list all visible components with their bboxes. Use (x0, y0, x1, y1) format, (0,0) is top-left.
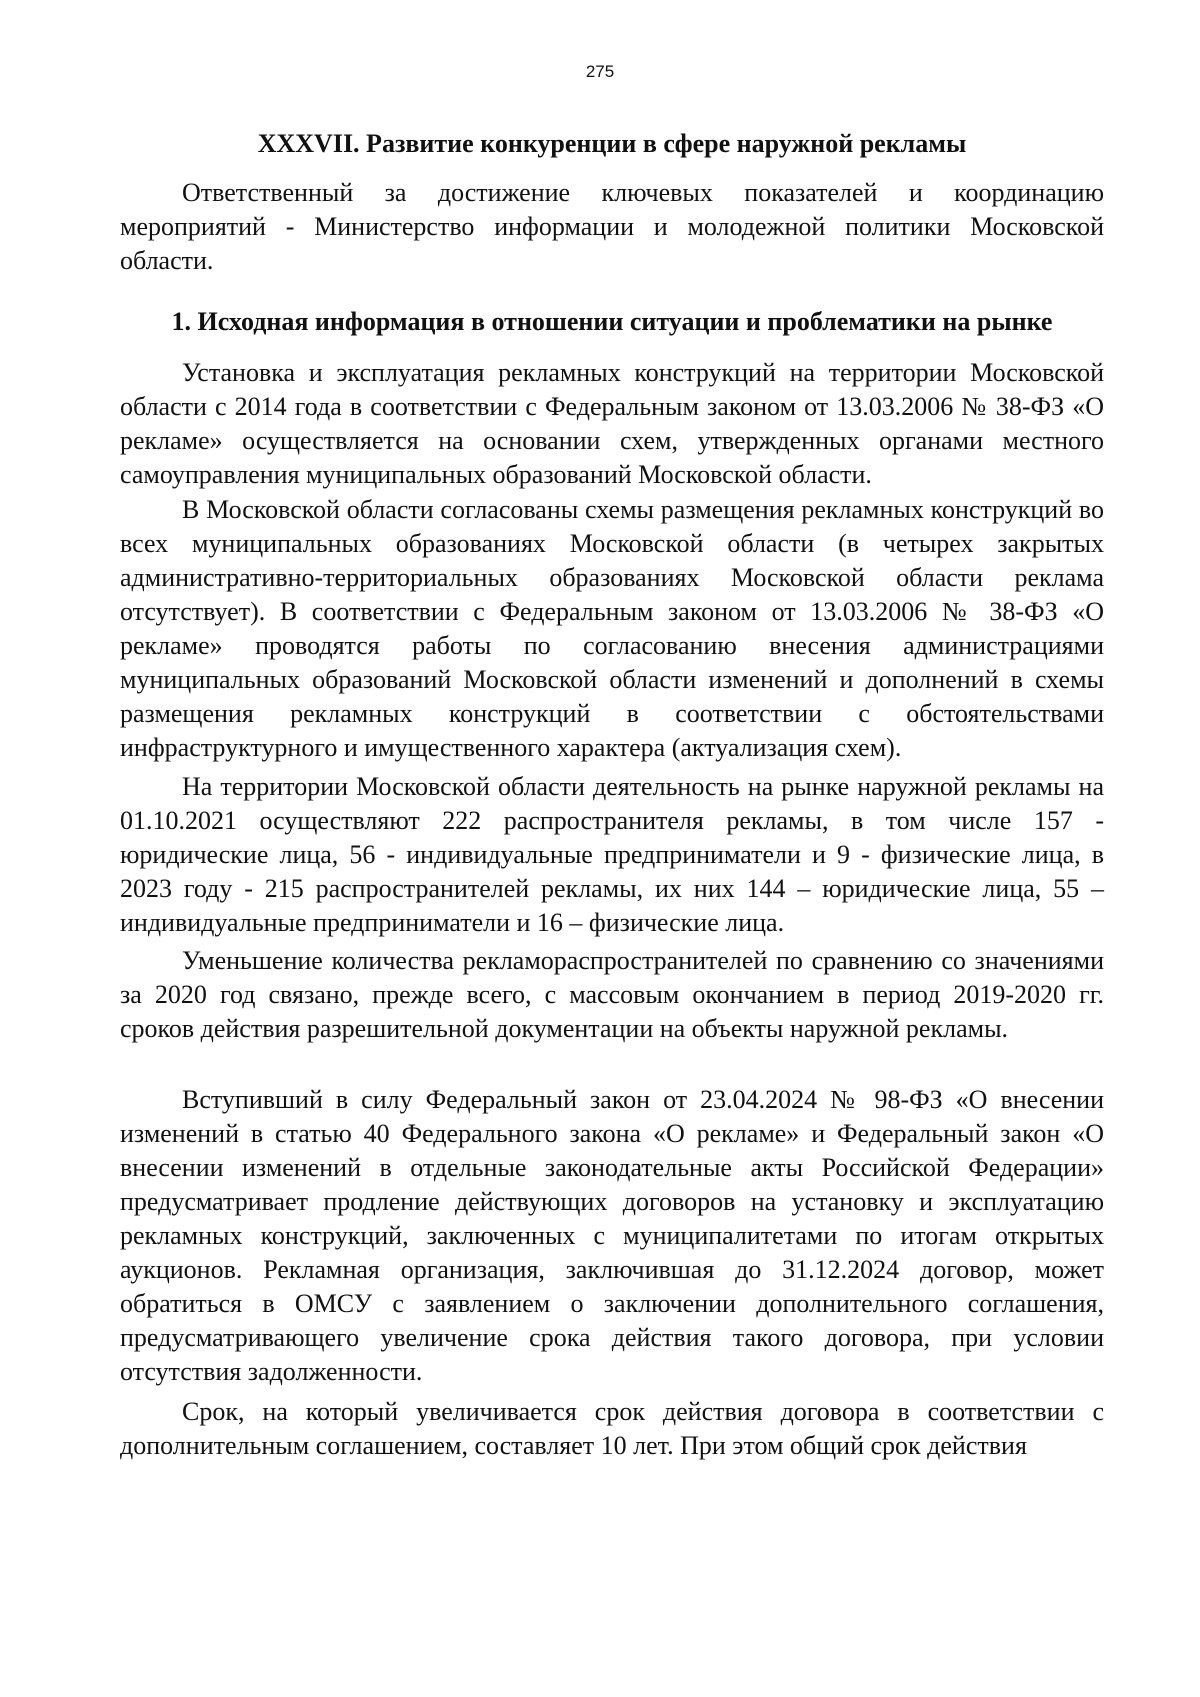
page-number: 275 (585, 62, 615, 81)
section-title: XXXVII. Развитие конкуренции в сфере наружной рекламы (257, 129, 967, 158)
heading-initial-information: 1. Исходная информация в отношении ситуации и проблематики на рынке (171, 307, 1053, 336)
paragraph-4: Уменьшение количества рекламораспространителей по сравнению со значениями за 2020 год связано, прежде всего, с массовым окончанием в период 2019-2020 гг. сроков действия разрешительной документации на объекты наружной рекламы. (120, 946, 1104, 1043)
paragraph-3: На территории Московской области деятельность на рынке наружной рекламы на 01.10.2021 осуществляют 222 распространителя рекламы, в том числе 157 - юридические лица, 56 - индивидуальные предприниматели и 9 - физические лица, в 2023 году - 215 распространителей рекламы, их них 144 – юридические лица, 55 – индивидуальные предприниматели и 16 – физические лица. (120, 772, 1104, 937)
paragraph-2: В Московской области согласованы схемы размещения рекламных конструкций во всех муниципальных образованиях Московской области (в четырех закрытых административно-территориальных образованиях Московской области реклама отсутствует). В соответствии с Федеральным законом от 13.03.2006 № 38-ФЗ «О рекламе» проводятся работы по согласованию внесения администрациями муниципальных образований Московской области изменений и дополнений в схемы размещения рекламных конструкций в соответствии с обстоятельствами инфраструктурного и имущественного характера (актуализация схем). (120, 495, 1104, 762)
responsible-paragraph: Ответственный за достижение ключевых показателей и координацию мероприятий - Министерство информации и молодежной политики Московской области. (120, 178, 1104, 275)
paragraph-1: Установка и эксплуатация рекламных конструкций на территории Московской области с 2014 года в соответствии с Федеральным законом от 13.03.2006 № 38-ФЗ «О рекламе» осуществляется на основании схем, утвержденных органами местного самоуправления муниципальных образований Московской области. (120, 358, 1104, 489)
paragraph-6: Срок, на который увеличивается срок действия договора в соответствии с дополнительным соглашением, составляет 10 лет. При этом общий срок действия (120, 1397, 1104, 1460)
paragraph-5: Вступивший в силу Федеральный закон от 23.04.2024 № 98-ФЗ «О внесении изменений в статью 40 Федерального закона «О рекламе» и Федеральный закон «О внесении изменений в отдельные законодательные акты Российской Федерации» предусматривает продление действующих договоров на установку и эксплуатацию рекламных конструкций, заключенных с муниципалитетами по итогам открытых аукционов. Рекламная организация, заключившая до 31.12.2024 договор, может обратиться в ОМСУ с заявлением о заключении дополнительного соглашения, предусматривающего увеличение срока действия такого договора, при условии отсутствия задолженности. (120, 1085, 1104, 1386)
